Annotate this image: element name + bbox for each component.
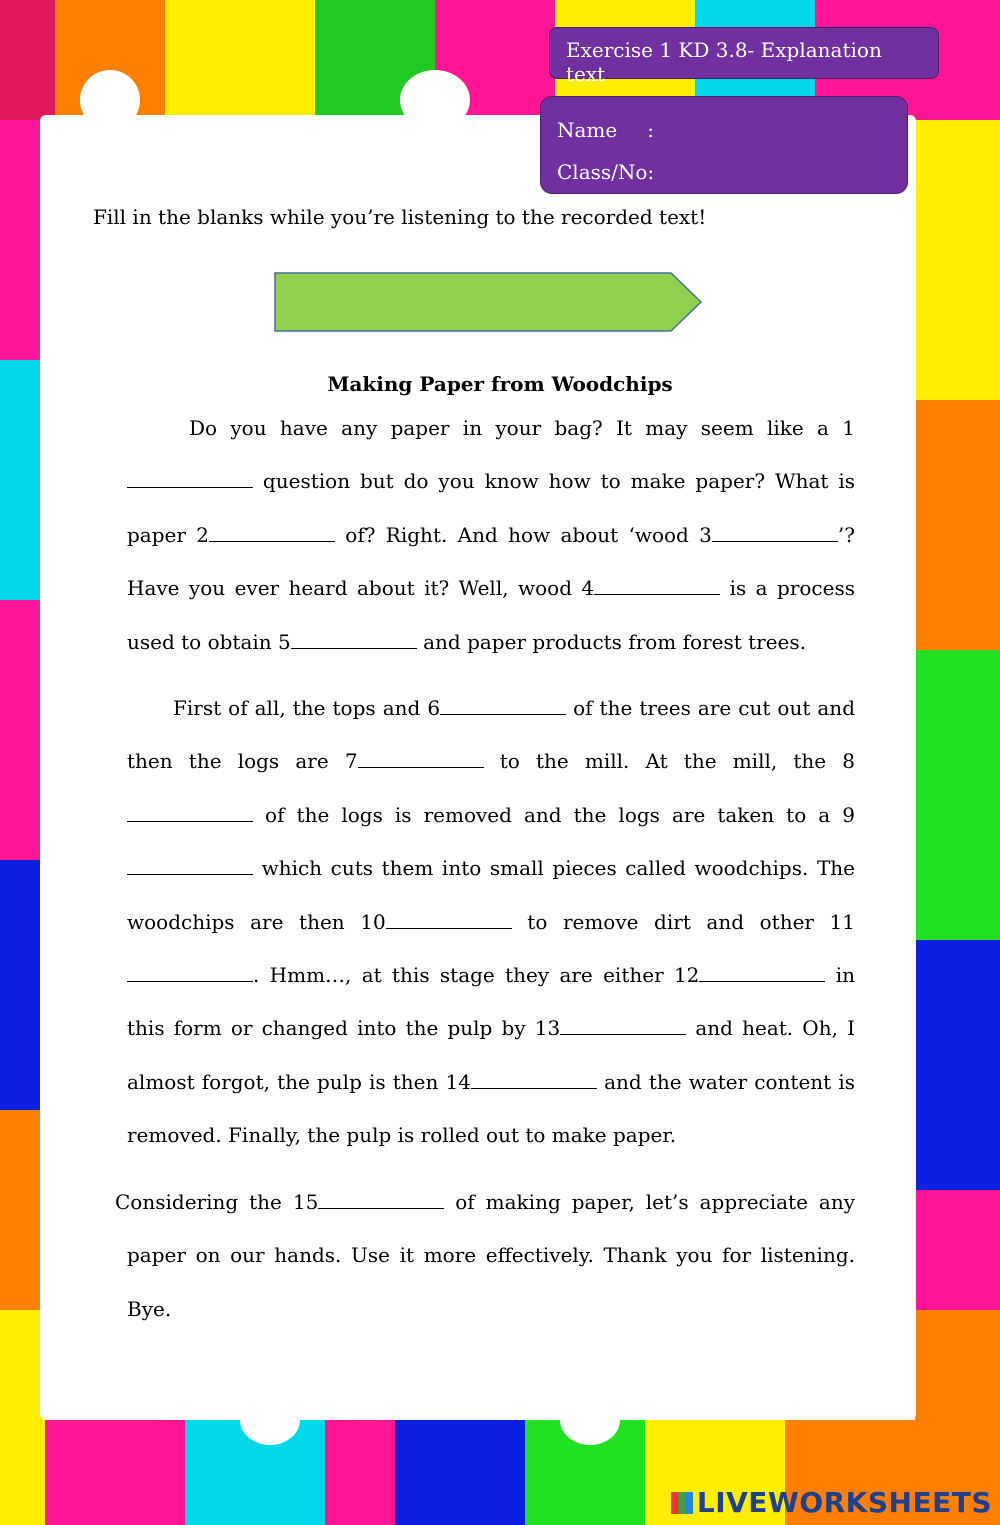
instruction-text: Fill in the blanks while you’re listening to the recorded text! bbox=[93, 205, 707, 229]
blank-8[interactable] bbox=[127, 820, 253, 822]
blank-14[interactable] bbox=[471, 1087, 597, 1089]
p2-text-7: . Hmm…, at this stage they are either 12 bbox=[253, 963, 700, 988]
p2-text-6: to remove dirt and other 11 bbox=[511, 909, 856, 934]
p3-text-1: Considering the 15 bbox=[115, 1190, 319, 1214]
p1-text-6: and paper products from forest trees. bbox=[416, 629, 807, 654]
blank-6[interactable] bbox=[440, 713, 566, 715]
blank-11[interactable] bbox=[127, 980, 253, 982]
p2-text-1: First of all, the tops and 6 bbox=[173, 696, 441, 720]
passage-title: Making Paper from Woodchips bbox=[327, 372, 673, 396]
p3-text-2: of making paper, let’s appreciate any paper on our hands. Use it more effectively. Thank you for listening. Bye. bbox=[127, 1190, 855, 1321]
name-colon: : bbox=[647, 118, 654, 142]
liveworksheets-logo-icon bbox=[671, 1492, 693, 1514]
paragraph-3 bbox=[115, 1176, 855, 1336]
name-label: Name bbox=[557, 118, 618, 142]
name-row bbox=[557, 109, 891, 151]
p2-text-8: in this form or changed into the pulp by 13 bbox=[127, 963, 856, 1041]
blank-2[interactable] bbox=[209, 540, 335, 542]
liveworksheets-logo bbox=[671, 1486, 992, 1519]
blank-13[interactable] bbox=[560, 1033, 686, 1035]
class-row bbox=[557, 151, 891, 193]
blank-10[interactable] bbox=[386, 927, 512, 929]
p1-text-5: is a process used to obtain 5 bbox=[127, 576, 855, 654]
arrow-polygon bbox=[275, 273, 701, 331]
paragraph-2 bbox=[127, 682, 855, 1163]
blank-9[interactable] bbox=[127, 873, 253, 875]
puzzle-piece bbox=[45, 1420, 185, 1525]
p2-text-4: of the logs is removed and the logs are taken to a 9 bbox=[253, 802, 855, 827]
blank-15[interactable] bbox=[318, 1207, 444, 1209]
p1-text-1: Do you have any paper in your bag? It may seem like a 1 bbox=[189, 416, 855, 440]
p1-text-3: of? Right. And how about ‘wood 3 bbox=[334, 522, 712, 547]
puzzle-piece bbox=[915, 1190, 1000, 1310]
exercise-title bbox=[549, 27, 939, 86]
p1-text-4: ’? Have you ever heard about it? Well, wood 4 bbox=[127, 522, 855, 601]
blank-1[interactable] bbox=[127, 486, 253, 488]
arrow-shape bbox=[273, 271, 705, 335]
puzzle-piece bbox=[0, 860, 45, 1110]
puzzle-piece bbox=[915, 120, 1000, 400]
puzzle-piece bbox=[0, 120, 45, 360]
p1-text-2: question but do you know how to make paper? What is paper 2 bbox=[127, 469, 855, 547]
blank-5[interactable] bbox=[291, 647, 417, 649]
student-info-box bbox=[540, 96, 908, 194]
p2-text-2: of the trees are cut out and then the logs are 7 bbox=[127, 696, 855, 774]
puzzle-piece bbox=[915, 650, 1000, 940]
puzzle-piece bbox=[395, 1420, 525, 1525]
puzzle-piece bbox=[0, 0, 60, 120]
blank-7[interactable] bbox=[358, 766, 484, 768]
blank-12[interactable] bbox=[699, 980, 825, 982]
p2-text-3: to the mill. At the mill, the 8 bbox=[483, 749, 856, 774]
class-label: Class/No: bbox=[557, 160, 655, 184]
p2-text-9: and heat. Oh, I almost forgot, the pulp is then 14 bbox=[127, 1016, 855, 1094]
p2-text-10: and the water content is removed. Finally, the pulp is rolled out to make paper. bbox=[127, 1069, 855, 1148]
liveworksheets-logo-text: LIVEWORKSHEETS bbox=[696, 1486, 992, 1519]
blank-4[interactable] bbox=[594, 593, 720, 595]
blank-3[interactable] bbox=[712, 540, 838, 542]
paragraph-1 bbox=[127, 402, 855, 669]
p2-text-5: which cuts them into small pieces called woodchips. The woodchips are then 10 bbox=[127, 856, 855, 934]
puzzle-piece bbox=[165, 0, 315, 120]
puzzle-piece bbox=[0, 1310, 45, 1525]
puzzle-piece bbox=[325, 1420, 395, 1525]
exercise-title-text: Exercise 1 KD 3.8- Explanation text bbox=[566, 38, 882, 86]
